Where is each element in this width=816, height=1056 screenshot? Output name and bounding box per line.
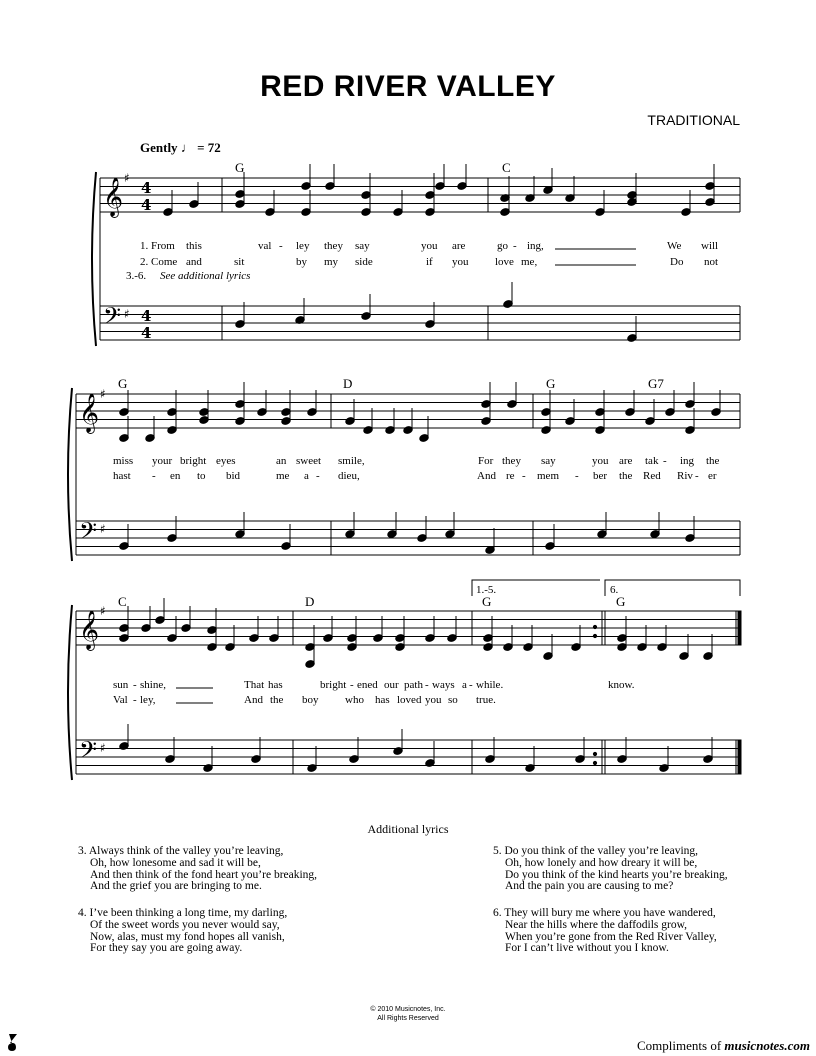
- final-bar-thick: [738, 740, 741, 774]
- lyric-syllable: path: [404, 679, 423, 691]
- lyric-syllable: 1. From: [140, 240, 175, 252]
- lyric-syllable: boy: [302, 694, 319, 706]
- lyric-syllable: sit: [234, 256, 245, 268]
- system-bracket: [92, 172, 96, 346]
- lyric-syllable: dieu,: [338, 470, 360, 482]
- lyric-syllable: Red: [643, 470, 661, 482]
- verse-line: When you’re gone from the Red River Valley,: [505, 930, 717, 943]
- lyric-syllable: and: [186, 256, 202, 268]
- lyric-syllable: this: [186, 240, 202, 252]
- repeat-dot: [593, 625, 596, 628]
- chord-symbol: G: [482, 594, 492, 609]
- lyric-syllable: Do: [670, 256, 684, 268]
- lyric-syllable: smile,: [338, 455, 365, 467]
- tempo-word: Gently: [140, 140, 178, 155]
- repeat-dot: [593, 634, 596, 637]
- key-signature-sharp: ♯: [100, 604, 106, 618]
- lyric-syllable: you: [421, 240, 438, 252]
- lyric-syllable: love: [495, 256, 514, 268]
- chord-symbol: G: [616, 594, 626, 609]
- lyric-syllable: sweet: [296, 455, 322, 467]
- lyric-syllable: you: [452, 256, 469, 268]
- lyric-syllable: has: [375, 694, 390, 706]
- lyric-syllable: tak: [645, 455, 659, 467]
- lyric-syllable: are: [452, 240, 466, 252]
- verse-line: For I can’t live without you I know.: [505, 942, 669, 955]
- chord-symbol: G7: [648, 376, 664, 391]
- song-title: RED RIVER VALLEY: [260, 70, 556, 103]
- verse-line: And the pain you are causing to me?: [505, 880, 674, 893]
- bass-clef-icon: 𝄢: [79, 736, 98, 769]
- lyric-syllable: while.: [476, 679, 504, 691]
- verse-block: [493, 908, 717, 955]
- key-signature-sharp: ♯: [100, 387, 106, 401]
- lyric-syllable: loved: [397, 694, 422, 706]
- second-ending-label: 6.: [610, 584, 619, 596]
- lyric-syllable: We: [667, 240, 682, 252]
- repeat-dot: [593, 761, 596, 764]
- lyric-syllable: shine,: [140, 679, 166, 691]
- chord-symbol: G: [118, 376, 128, 391]
- chord-symbol: G: [546, 376, 556, 391]
- lyric-syllable: so: [448, 694, 458, 706]
- lyric-syllable: bid: [226, 470, 241, 482]
- lyric-syllable: know.: [608, 679, 635, 691]
- lyric-syllable: -: [513, 240, 517, 252]
- lyric-syllable: val: [258, 240, 272, 252]
- time-signature: 4: [141, 179, 152, 197]
- verse-line: 3. Always think of the valley you’re leaving,: [78, 845, 284, 857]
- lyric-syllable: -: [133, 694, 137, 706]
- verse-line: 4. I’ve been thinking a long time, my darling,: [78, 907, 288, 919]
- lyric-syllable: ing: [680, 455, 695, 467]
- verse-line: And the grief you are bringing to me.: [90, 880, 262, 893]
- lyric-syllable: not: [704, 256, 719, 268]
- lyric-syllable: go: [497, 240, 508, 252]
- treble-clef-icon: 𝄞: [103, 177, 124, 217]
- chord-symbol: C: [118, 594, 127, 609]
- lyric-syllable: ing,: [527, 240, 544, 252]
- lyric-syllable: -: [133, 679, 137, 691]
- lyric-syllable: -: [279, 240, 283, 252]
- lyric-note: See additional lyrics: [160, 270, 251, 282]
- bass-clef-icon: 𝄢: [103, 302, 122, 335]
- composer-credit: TRADITIONAL: [647, 112, 740, 128]
- verse-line: Now, alas, must my fond hopes all vanish,: [90, 930, 285, 943]
- lyric-syllable: are: [619, 455, 633, 467]
- lyric-syllable: -: [469, 679, 473, 691]
- verse-line: Near the hills where the daffodils grow,: [505, 918, 688, 931]
- lyric-syllable: And: [244, 694, 263, 706]
- verse-line: For they say you are going away.: [90, 942, 243, 955]
- lyric-syllable: -: [350, 679, 354, 691]
- bass-clef-icon: 𝄢: [79, 517, 98, 550]
- lyric-syllable: -: [316, 470, 320, 482]
- lyric-syllable: our: [384, 679, 399, 691]
- lyric-syllable: they: [324, 240, 343, 252]
- lyric-syllable: the: [619, 470, 633, 482]
- lyric-syllable: Val: [113, 694, 128, 706]
- verse-line: 5. Do you think of the valley you’re leaving,: [493, 845, 699, 857]
- lyric-syllable: -: [152, 470, 156, 482]
- verse-line: Oh, how lonely and how dreary it will be,: [505, 856, 698, 869]
- lyric-syllable: miss: [113, 455, 134, 467]
- lyric-syllable: has: [268, 679, 283, 691]
- lyric-syllable: the: [706, 455, 720, 467]
- lyric-syllable: a: [304, 470, 309, 482]
- lyric-syllable: ley,: [140, 694, 156, 706]
- lyric-syllable: me,: [521, 256, 538, 268]
- lyric-syllable: -: [695, 470, 699, 482]
- treble-clef-icon: 𝄞: [79, 393, 100, 433]
- lyric-syllable: an: [276, 455, 287, 467]
- time-signature: 4: [141, 196, 152, 214]
- verse-line: And then think of the fond heart you’re breaking,: [90, 868, 318, 881]
- key-signature-sharp: ♯: [124, 307, 130, 321]
- lyric-verse-number: 3.-6.: [126, 270, 147, 282]
- lyric-syllable: to: [197, 470, 206, 482]
- final-bar-thick: [738, 611, 741, 645]
- lyric-syllable: if: [426, 256, 433, 268]
- lyric-syllable: 2. Come: [140, 256, 178, 268]
- verse-line: Oh, how lonesome and sad it will be,: [90, 856, 261, 869]
- first-ending-label: 1.-5.: [476, 584, 497, 596]
- lyric-syllable: you: [592, 455, 609, 467]
- lyric-syllable: you: [425, 694, 442, 706]
- lyric-syllable: they: [502, 455, 521, 467]
- treble-clef-icon: 𝄞: [79, 610, 100, 650]
- lyric-syllable: your: [152, 455, 173, 467]
- verse-block: [493, 846, 728, 893]
- system-bracket: [68, 605, 72, 780]
- copyright-line: © 2010 Musicnotes, Inc.: [370, 1006, 446, 1013]
- lyric-syllable: sun: [113, 679, 129, 691]
- lyric-syllable: bright: [180, 455, 207, 467]
- lyric-syllable: Riv: [677, 470, 693, 482]
- chord-symbol: D: [343, 376, 353, 391]
- verse-line: Do you think of the kind hearts you’re breaking,: [505, 868, 728, 881]
- verse-block: [78, 846, 317, 893]
- additional-lyrics-heading: Additional lyrics: [367, 822, 449, 836]
- lyric-syllable: the: [270, 694, 284, 706]
- lyric-syllable: en: [170, 470, 181, 482]
- key-signature-sharp: ♯: [124, 171, 130, 185]
- verse-line: Of the sweet words you never would say,: [90, 918, 280, 931]
- lyric-syllable: re: [506, 470, 515, 482]
- verse-block: [78, 908, 287, 955]
- repeat-dot: [593, 752, 596, 755]
- second-ending-bracket: [605, 580, 740, 596]
- lyric-syllable: say: [541, 455, 556, 467]
- lyric-syllable: -: [522, 470, 526, 482]
- lyric-syllable: ber: [593, 470, 608, 482]
- lyric-syllable: -: [663, 455, 667, 467]
- chord-symbol: C: [502, 160, 511, 175]
- lyric-syllable: -: [425, 679, 429, 691]
- lyric-syllable: ways: [432, 679, 455, 691]
- lyric-syllable: ened: [357, 679, 378, 691]
- chord-symbol: D: [305, 594, 315, 609]
- first-ending-bracket: [472, 580, 600, 596]
- verse-line: 6. They will bury me where you have wandered,: [493, 907, 716, 919]
- musicnotes-logo-icon: [6, 1032, 20, 1052]
- time-signature: 4: [141, 307, 152, 325]
- lyric-syllable: That: [244, 679, 265, 691]
- lyric-syllable: er: [708, 470, 717, 482]
- footer-credit: [637, 1038, 810, 1054]
- lyric-syllable: say: [355, 240, 370, 252]
- tempo-bpm: = 72: [197, 140, 221, 155]
- lyric-syllable: eyes: [216, 455, 236, 467]
- copyright-notice: [0, 1005, 816, 1023]
- footer-prefix: Compliments of: [637, 1038, 725, 1053]
- lyric-syllable: -: [575, 470, 579, 482]
- chord-symbol: G: [235, 160, 245, 175]
- lyric-syllable: For: [478, 455, 494, 467]
- lyric-syllable: bright: [320, 679, 347, 691]
- lyric-syllable: who: [345, 694, 364, 706]
- quarter-note-icon: ♩: [180, 140, 194, 155]
- key-signature-sharp: ♯: [100, 522, 106, 536]
- lyric-syllable: true.: [476, 694, 496, 706]
- time-signature: 4: [141, 324, 152, 342]
- lyric-syllable: mem: [537, 470, 559, 482]
- lyric-syllable: me: [276, 470, 290, 482]
- lyric-syllable: by: [296, 256, 307, 268]
- system-bracket: [68, 388, 72, 561]
- lyric-syllable: side: [355, 256, 373, 268]
- lyric-syllable: a: [462, 679, 467, 691]
- lyric-syllable: ley: [296, 240, 310, 252]
- lyric-syllable: hast: [113, 470, 131, 482]
- key-signature-sharp: ♯: [100, 741, 106, 755]
- lyric-syllable: will: [701, 240, 719, 252]
- lyric-syllable: my: [324, 256, 339, 268]
- lyric-syllable: And: [477, 470, 496, 482]
- footer-brand: musicnotes.com: [724, 1038, 810, 1053]
- copyright-line: All Rights Reserved: [377, 1015, 439, 1022]
